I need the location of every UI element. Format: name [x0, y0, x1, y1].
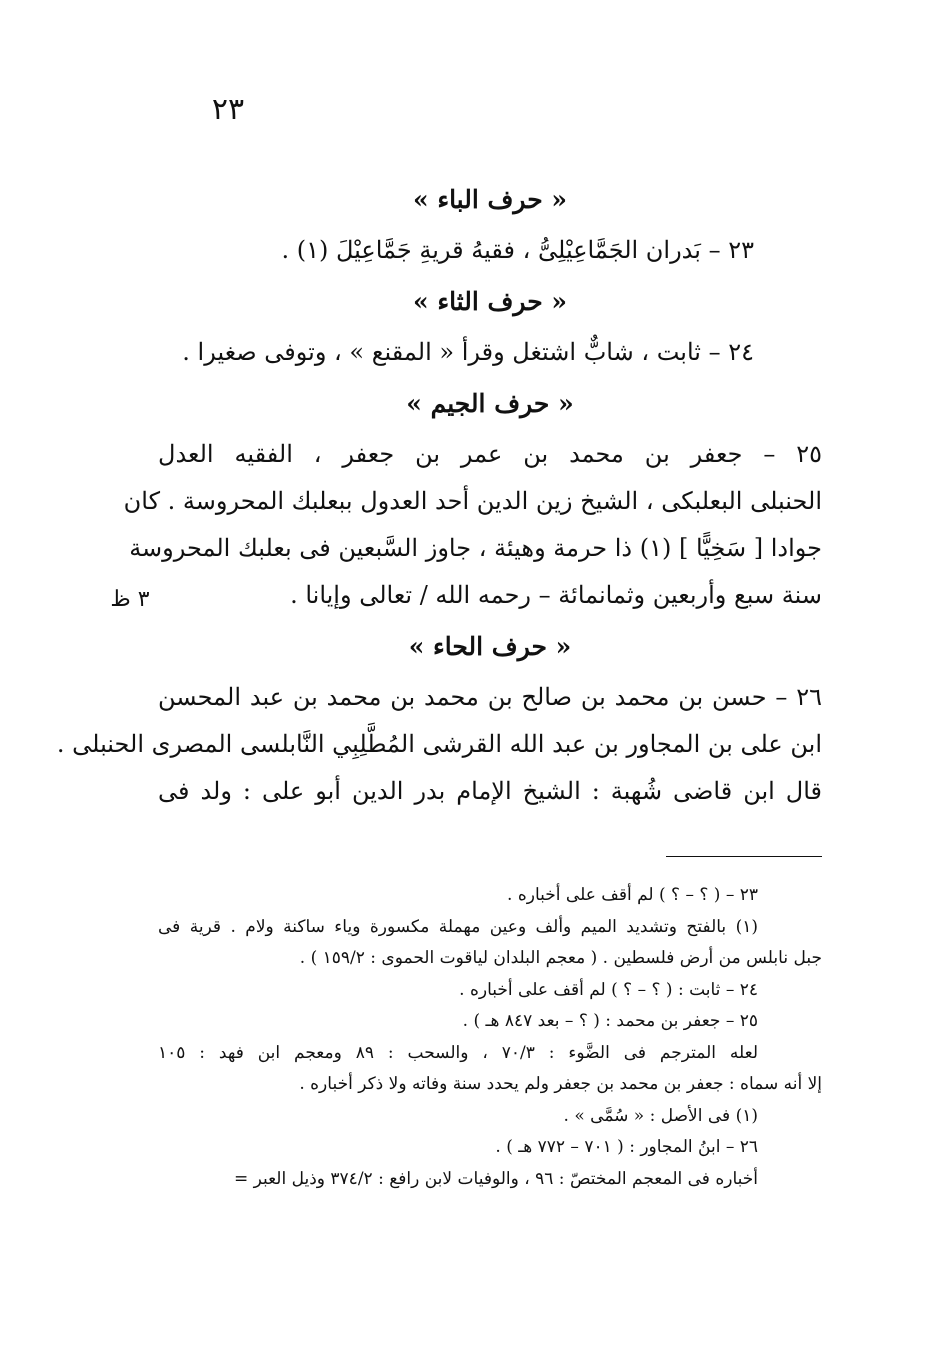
section-heading-ha: « حرف الحاء »: [408, 632, 572, 661]
footnote-line: إلا أنه سماه : جعفر بن محمد بن جعفر ولم يحدد سنة وفاته ولا ذكر أخباره .: [299, 1074, 822, 1094]
section-heading-ba: « حرف الباء »: [412, 185, 567, 214]
entry-24-line: ٢٤ – ثابت ، شابٌّ اشتغل وقرأ « المقنع » ، وتوفى صغيرا .: [182, 338, 754, 366]
entry-23-line: ٢٣ – بَدران الجَمَّاعِيْلِىُّ ، فقيهُ قريةِ جَمَّاعِيْلَ (١) .: [281, 236, 754, 264]
footnote-rule: [666, 856, 822, 857]
entry-25-line-1: ٢٥ – جعفر بن محمد بن عمر بن جعفر ، الفقيه العدل: [158, 440, 822, 468]
entry-26-line-3: قال ابن قاضى شُهبة : الشيخ الإمام بدر الدين أبو على : ولد فى: [158, 777, 822, 805]
entry-25-line-3: جوادا [ سَخِيًّا ] (١) ذا حرمة وهيئة ، جاوز السَّبعين فى بعلبك المحروسة: [129, 534, 822, 562]
page-number: ٢٣: [211, 92, 245, 127]
footnote-line: ٢٣ – ( ؟ – ؟ ) لم أقف على أخباره .: [507, 885, 758, 905]
entry-25-line-4: سنة سبع وأربعين وثمانمائة – رحمه الله / تعالى وإيانا .: [290, 581, 822, 609]
footnote-line: (١) فى الأصل : « سُمَّى » .: [563, 1105, 758, 1126]
entry-25-line-2: الحنبلى البعلبكى ، الشيخ زين الدين أحد العدول ببعلبك المحروسة . كان: [123, 487, 822, 515]
margin-folio-note: ٣ ظ: [110, 587, 150, 612]
entry-26-line-2: ابن على بن المجاور بن عبد الله القرشى المُطَّلِبِي النَّابلسى المصرى الحنبلى .: [56, 730, 822, 758]
section-heading-tha: « حرف الثاء »: [412, 287, 567, 316]
footnote-line: (١) بالفتح وتشديد الميم وألف وعين مهملة مكسورة وياء ساكنة ولام . قرية فى: [158, 916, 758, 937]
footnote-line: لعله المترجم فى الضَّوء : ٧٠/٣ ، والسحب : ٨٩ ومعجم ابن فهد : ١٠٥: [158, 1042, 758, 1063]
footnote-line: جبل نابلس من أرض فلسطين . ( معجم البلدان لياقوت الحموى : ١٥٩/٢ ) .: [299, 948, 822, 968]
section-heading-jim: « حرف الجيم »: [406, 389, 574, 418]
footnote-line: أخباره فى المعجم المختصّ : ٩٦ ، والوفيات لابن رافع : ٣٧٤/٢ وذيل العبر =: [233, 1168, 758, 1189]
footnotes: [158, 880, 822, 1195]
footnote-line: ٢٥ – جعفر بن محمد : ( ؟ – بعد ٨٤٧ هـ ) .: [462, 1011, 758, 1031]
footnote-line: ٢٤ – ثابت : ( ؟ – ؟ ) لم أقف على أخباره .: [459, 979, 758, 1000]
footnote-line: ٢٦ – ابنُ المجاور : ( ٧٠١ – ٧٧٢ هـ ) .: [495, 1137, 758, 1157]
entry-26-line-1: ٢٦ – حسن بن محمد بن صالح بن محمد بن محمد بن عبد المحسن: [158, 683, 822, 711]
